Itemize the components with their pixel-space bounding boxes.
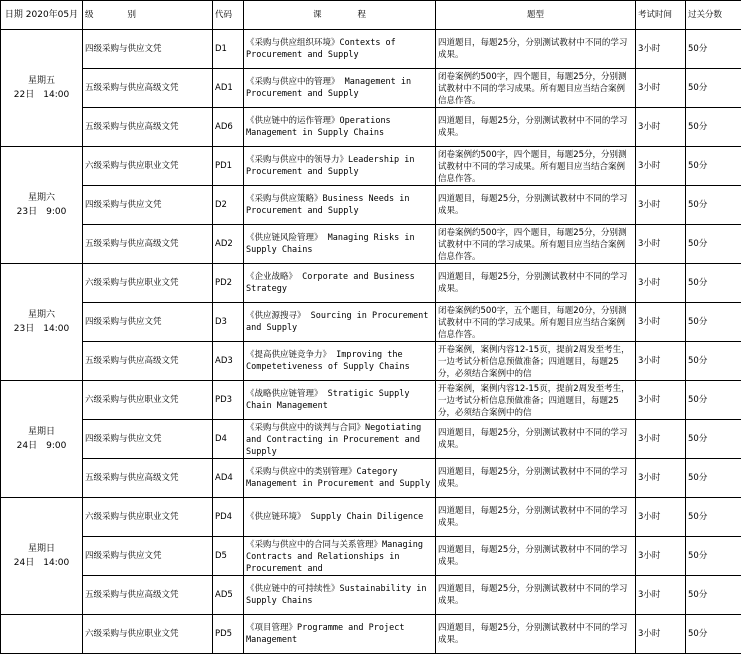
format-cell [436, 459, 636, 498]
exam-day-cell [1, 381, 83, 498]
code-cell: PD4 [213, 498, 244, 537]
course-cell [244, 342, 436, 381]
format-text: 四道题目，每题25分，分别测试教材中不同的学习成果。 [438, 467, 628, 489]
format-text: 四道题目，每题25分，分别测试教材中不同的学习成果。 [438, 545, 628, 567]
duration-cell: 3小时 [636, 264, 686, 303]
exam-weekday: 星期五 [27, 76, 55, 86]
format-cell [436, 264, 636, 303]
format-text: 四道题目，每题25分，分别测试教材中不同的学习成果。 [438, 584, 628, 606]
schedule-row [1, 30, 741, 69]
course-text: 《采购与供应中的领导力》Leadership in Procurement and Supply [246, 155, 415, 177]
pass-score-cell: 50分 [686, 420, 741, 459]
code-cell: AD5 [213, 576, 244, 615]
duration-cell: 3小时 [636, 420, 686, 459]
code-cell: AD4 [213, 459, 244, 498]
schedule-row [1, 108, 741, 147]
header-course-b: 程 [357, 10, 367, 20]
schedule-row [1, 381, 741, 420]
format-text: 闭卷案例约500字，四个题目，每题25分，分别测试教材中不同的学习成果。所有题目应当结合案例信息作答。 [438, 149, 627, 184]
exam-weekday: 星期日 [27, 427, 55, 437]
format-text: 开卷案例，案例内容12-15页，提前2周发至考生，一边考试分析信息预做准备；四道题目，每题25分，必须结合案例中的信 [438, 383, 630, 418]
level-cell: 六级采购与供应职业文凭 [83, 498, 213, 537]
format-cell [436, 342, 636, 381]
course-text: 《采购与供应中的管理》 Management in Procurement and Supply [246, 77, 412, 99]
format-cell [436, 225, 636, 264]
level-cell: 五级采购与供应高级文凭 [83, 576, 213, 615]
course-text: 《企业战略》 Corporate and Business Strategy [246, 272, 415, 294]
course-cell [244, 615, 436, 654]
code-cell: D3 [213, 303, 244, 342]
header-row [1, 1, 741, 30]
duration-cell: 3小时 [636, 498, 686, 537]
format-text: 四道题目，每题25分，分别测试教材中不同的学习成果。 [438, 506, 628, 528]
exam-weekday: 星期六 [27, 310, 55, 320]
header-course [244, 1, 436, 30]
code-cell: PD1 [213, 147, 244, 186]
pass-score-cell: 50分 [686, 147, 741, 186]
schedule-row [1, 186, 741, 225]
format-cell [436, 576, 636, 615]
course-cell [244, 420, 436, 459]
header-date-label: 日期 [4, 10, 23, 20]
duration-cell: 3小时 [636, 69, 686, 108]
course-text: 《供应链环境》 Supply Chain Diligence [246, 512, 424, 522]
course-text: 《采购与供应中的合同与关系管理》Managing Contracts and Relationships in Procurement and [246, 539, 423, 574]
course-text: 《采购与供应中的类别管理》Category Management in Procurement and Supply [246, 467, 431, 489]
level-cell: 五级采购与供应高级文凭 [83, 108, 213, 147]
header-level-a: 级 [85, 10, 94, 20]
schedule-row [1, 303, 741, 342]
level-cell: 四级采购与供应文凭 [83, 303, 213, 342]
format-cell [436, 420, 636, 459]
level-cell: 五级采购与供应高级文凭 [83, 342, 213, 381]
course-text: 《供应链中的运作管理》Operations Management in Supply Chains [246, 116, 391, 138]
format-text: 闭卷案例约500字，四个题目，每题25分，分别测试教材中不同的学习成果。所有题目应当结合案例信息作答。 [438, 71, 627, 106]
course-cell [244, 381, 436, 420]
course-text: 《提高供应链竞争力》 Improving the Competetiveness of Supply Chains [246, 350, 410, 372]
format-cell [436, 147, 636, 186]
pass-score-cell: 50分 [686, 108, 741, 147]
header-duration: 考试时间 [636, 1, 686, 30]
level-cell: 四级采购与供应文凭 [83, 420, 213, 459]
course-cell [244, 303, 436, 342]
exam-day-cell [1, 30, 83, 147]
course-text: 《供应链中的可持续性》Sustainability in Supply Chains [246, 584, 427, 606]
format-text: 四道题目，每题25分，分别测试教材中不同的学习成果。 [438, 272, 628, 294]
code-cell: AD6 [213, 108, 244, 147]
schedule-row [1, 459, 741, 498]
exam-weekday: 星期日 [27, 544, 55, 554]
code-cell: AD1 [213, 69, 244, 108]
header-date-month: 2020年05月 [25, 10, 79, 20]
duration-cell: 3小时 [636, 108, 686, 147]
level-cell: 六级采购与供应职业文凭 [83, 381, 213, 420]
exam-day-cell [1, 147, 83, 264]
format-text: 四道题目，每题25分，分别测试教材中不同的学习成果。 [438, 116, 628, 138]
level-cell: 五级采购与供应高级文凭 [83, 459, 213, 498]
format-text: 闭卷案例约500字，五个题目，每题20分，分别测试教材中不同的学习成果。所有题目应当结合案例信息作答。 [438, 305, 627, 340]
code-cell: PD2 [213, 264, 244, 303]
header-course-a: 课 [312, 10, 322, 20]
format-cell [436, 108, 636, 147]
level-cell: 五级采购与供应高级文凭 [83, 69, 213, 108]
duration-cell: 3小时 [636, 537, 686, 576]
pass-score-cell: 50分 [686, 186, 741, 225]
schedule-row [1, 69, 741, 108]
exam-date-time: 23日 14:00 [13, 324, 70, 334]
header-level-b: 别 [127, 10, 137, 20]
format-cell [436, 615, 636, 654]
schedule-row [1, 342, 741, 381]
pass-score-cell: 50分 [686, 459, 741, 498]
format-text: 开卷案例，案例内容12-15页，提前2周发至考生，一边考试分析信息预做准备；四道题目，每题25分，必须结合案例中的信 [438, 344, 630, 379]
duration-cell: 3小时 [636, 186, 686, 225]
exam-date-time: 24日 14:00 [13, 558, 70, 568]
pass-score-cell: 50分 [686, 576, 741, 615]
course-text: 《项目管理》Programme and Project Management [246, 623, 405, 645]
format-cell [436, 381, 636, 420]
schedule-row [1, 498, 741, 537]
exam-day-cell [1, 498, 83, 615]
format-text: 四道题目，每题25分，分别测试教材中不同的学习成果。 [438, 623, 628, 645]
code-cell: AD2 [213, 225, 244, 264]
format-cell [436, 498, 636, 537]
course-cell [244, 576, 436, 615]
schedule-row [1, 420, 741, 459]
course-text: 《供应链风险管理》 Managing Risks in Supply Chains [246, 233, 415, 255]
exam-date-time: 23日 9:00 [16, 207, 67, 217]
code-cell: D5 [213, 537, 244, 576]
course-cell [244, 537, 436, 576]
level-cell: 四级采购与供应文凭 [83, 537, 213, 576]
course-cell [244, 69, 436, 108]
format-text: 四道题目，每题25分，分别测试教材中不同的学习成果。 [438, 194, 628, 216]
format-text: 闭卷案例约500字，四个题目，每题25分，分别测试教材中不同的学习成果。所有题目应当结合案例信息作答。 [438, 227, 627, 262]
pass-score-cell: 50分 [686, 381, 741, 420]
header-format: 题型 [436, 1, 636, 30]
duration-cell: 3小时 [636, 225, 686, 264]
code-cell: PD5 [213, 615, 244, 654]
level-cell: 四级采购与供应文凭 [83, 186, 213, 225]
schedule-row [1, 576, 741, 615]
code-cell: D4 [213, 420, 244, 459]
format-cell [436, 303, 636, 342]
course-text: 《采购与供应策略》Business Needs in Procurement and Supply [246, 194, 410, 216]
header-code: 代码 [213, 1, 244, 30]
exam-weekday: 星期六 [27, 193, 55, 203]
schedule-row [1, 225, 741, 264]
course-cell [244, 147, 436, 186]
code-cell: D2 [213, 186, 244, 225]
duration-cell: 3小时 [636, 381, 686, 420]
code-cell: D1 [213, 30, 244, 69]
course-text: 《供应源搜寻》 Sourcing in Procurement and Supply [246, 311, 429, 333]
course-cell [244, 108, 436, 147]
pass-score-cell: 50分 [686, 225, 741, 264]
course-text: 《战略供应链管理》 Stratigic Supply Chain Management [246, 389, 410, 411]
duration-cell: 3小时 [636, 459, 686, 498]
pass-score-cell: 50分 [686, 30, 741, 69]
schedule-row [1, 615, 741, 654]
course-cell [244, 225, 436, 264]
exam-day-cell [1, 264, 83, 381]
course-cell [244, 30, 436, 69]
header-date [1, 1, 83, 30]
exam-day-cell [1, 615, 83, 654]
course-cell [244, 264, 436, 303]
pass-score-cell: 50分 [686, 537, 741, 576]
course-text: 《采购与供应组织环境》Contexts of Procurement and Supply [246, 38, 396, 60]
pass-score-cell: 50分 [686, 615, 741, 654]
level-cell: 四级采购与供应文凭 [83, 30, 213, 69]
course-text: 《采购与供应中的谈判与合同》Negotiating and Contracting in Procurement and Supply [246, 422, 422, 457]
pass-score-cell: 50分 [686, 264, 741, 303]
header-pass-score: 过关分数 [686, 1, 741, 30]
exam-date-time: 22日 14:00 [13, 90, 70, 100]
level-cell: 六级采购与供应职业文凭 [83, 615, 213, 654]
pass-score-cell: 50分 [686, 303, 741, 342]
format-cell [436, 537, 636, 576]
duration-cell: 3小时 [636, 576, 686, 615]
course-cell [244, 498, 436, 537]
schedule-body [1, 30, 741, 654]
duration-cell: 3小时 [636, 30, 686, 69]
pass-score-cell: 50分 [686, 69, 741, 108]
duration-cell: 3小时 [636, 147, 686, 186]
format-text: 四道题目，每题25分，分别测试教材中不同的学习成果。 [438, 428, 628, 450]
schedule-row [1, 264, 741, 303]
pass-score-cell: 50分 [686, 342, 741, 381]
course-cell [244, 459, 436, 498]
level-cell: 五级采购与供应高级文凭 [83, 225, 213, 264]
duration-cell: 3小时 [636, 615, 686, 654]
format-cell [436, 69, 636, 108]
duration-cell: 3小时 [636, 342, 686, 381]
level-cell: 六级采购与供应职业文凭 [83, 147, 213, 186]
course-cell [244, 186, 436, 225]
code-cell: AD3 [213, 342, 244, 381]
format-cell [436, 186, 636, 225]
header-level [83, 1, 213, 30]
schedule-row [1, 537, 741, 576]
format-cell [436, 30, 636, 69]
schedule-row [1, 147, 741, 186]
level-cell: 六级采购与供应职业文凭 [83, 264, 213, 303]
format-text: 四道题目，每题25分，分别测试教材中不同的学习成果。 [438, 38, 628, 60]
code-cell: PD3 [213, 381, 244, 420]
duration-cell: 3小时 [636, 303, 686, 342]
pass-score-cell: 50分 [686, 498, 741, 537]
exam-date-time: 24日 9:00 [16, 441, 67, 451]
